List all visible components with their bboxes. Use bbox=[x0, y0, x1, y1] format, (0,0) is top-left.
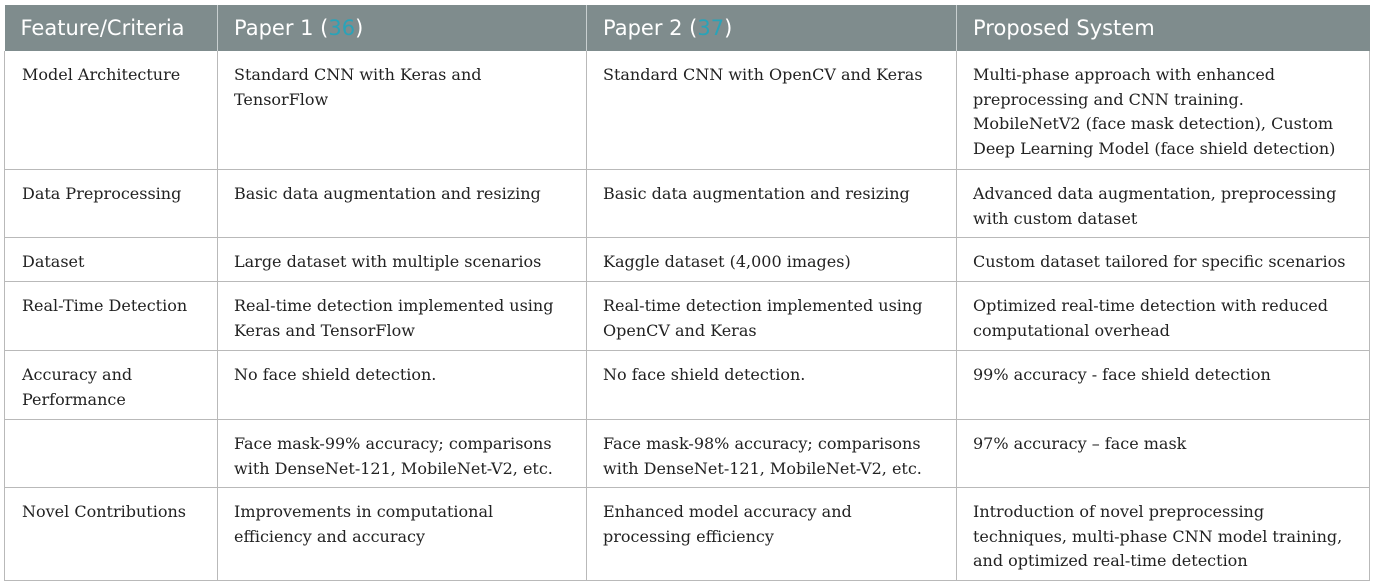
header-proposed-system: Proposed System bbox=[957, 5, 1370, 51]
comparison-table-container bbox=[4, 5, 1369, 581]
feature-cell: Accuracy and Performance bbox=[5, 351, 218, 420]
paper2-cell: Kaggle dataset (4,000 images) bbox=[587, 238, 957, 282]
header-paper-2 bbox=[587, 5, 957, 51]
table-row bbox=[5, 488, 1370, 581]
paper2-cell: Face mask-98% accuracy; comparisons with DenseNet-121, MobileNet-V2, etc. bbox=[587, 420, 957, 488]
paper2-cell: Standard CNN with OpenCV and Keras bbox=[587, 51, 957, 170]
table-row bbox=[5, 238, 1370, 282]
proposed-cell: 99% accuracy - face shield detection bbox=[957, 351, 1370, 420]
reference-link-37[interactable]: 37 bbox=[697, 16, 725, 40]
feature-cell: Model Architecture bbox=[5, 51, 218, 170]
header-paper-2-label: Paper 2 ( bbox=[603, 16, 698, 40]
proposed-cell: 97% accuracy – face mask bbox=[957, 420, 1370, 488]
header-paper-1-label: Paper 1 ( bbox=[234, 16, 329, 40]
paper1-cell: Improvements in computational efficiency and accuracy bbox=[218, 488, 587, 581]
paper1-cell: No face shield detection. bbox=[218, 351, 587, 420]
table-row bbox=[5, 282, 1370, 351]
paper1-cell: Basic data augmentation and resizing bbox=[218, 170, 587, 238]
paper1-cell: Standard CNN with Keras and TensorFlow bbox=[218, 51, 587, 170]
table-row bbox=[5, 51, 1370, 170]
table-row bbox=[5, 420, 1370, 488]
header-paper-1 bbox=[218, 5, 587, 51]
paper1-cell: Large dataset with multiple scenarios bbox=[218, 238, 587, 282]
header-feature-criteria: Feature/Criteria bbox=[5, 5, 218, 51]
proposed-cell: Advanced data augmentation, preprocessing with custom dataset bbox=[957, 170, 1370, 238]
paper1-cell: Face mask-99% accuracy; comparisons with DenseNet-121, MobileNet-V2, etc. bbox=[218, 420, 587, 488]
proposed-cell: Introduction of novel preprocessing techniques, multi-phase CNN model training, and optimized real-time detection bbox=[957, 488, 1370, 581]
comparison-table bbox=[4, 5, 1370, 581]
feature-cell: Novel Contributions bbox=[5, 488, 218, 581]
header-paper-1-close: ) bbox=[355, 16, 364, 40]
proposed-cell: Custom dataset tailored for specific scenarios bbox=[957, 238, 1370, 282]
reference-link-36[interactable]: 36 bbox=[328, 16, 356, 40]
feature-cell: Data Preprocessing bbox=[5, 170, 218, 238]
paper2-cell: Enhanced model accuracy and processing efficiency bbox=[587, 488, 957, 581]
header-row bbox=[5, 5, 1370, 51]
proposed-cell: Optimized real-time detection with reduced computational overhead bbox=[957, 282, 1370, 351]
paper2-cell: No face shield detection. bbox=[587, 351, 957, 420]
proposed-cell: Multi-phase approach with enhanced preprocessing and CNN training. MobileNetV2 (face mask detection), Custom Deep Learning Model (face shield detection) bbox=[957, 51, 1370, 170]
paper1-cell: Real-time detection implemented using Keras and TensorFlow bbox=[218, 282, 587, 351]
table-row bbox=[5, 170, 1370, 238]
feature-cell bbox=[5, 420, 218, 488]
table-row bbox=[5, 351, 1370, 420]
paper2-cell: Basic data augmentation and resizing bbox=[587, 170, 957, 238]
feature-cell: Real-Time Detection bbox=[5, 282, 218, 351]
header-paper-2-close: ) bbox=[724, 16, 733, 40]
paper2-cell: Real-time detection implemented using OpenCV and Keras bbox=[587, 282, 957, 351]
feature-cell: Dataset bbox=[5, 238, 218, 282]
